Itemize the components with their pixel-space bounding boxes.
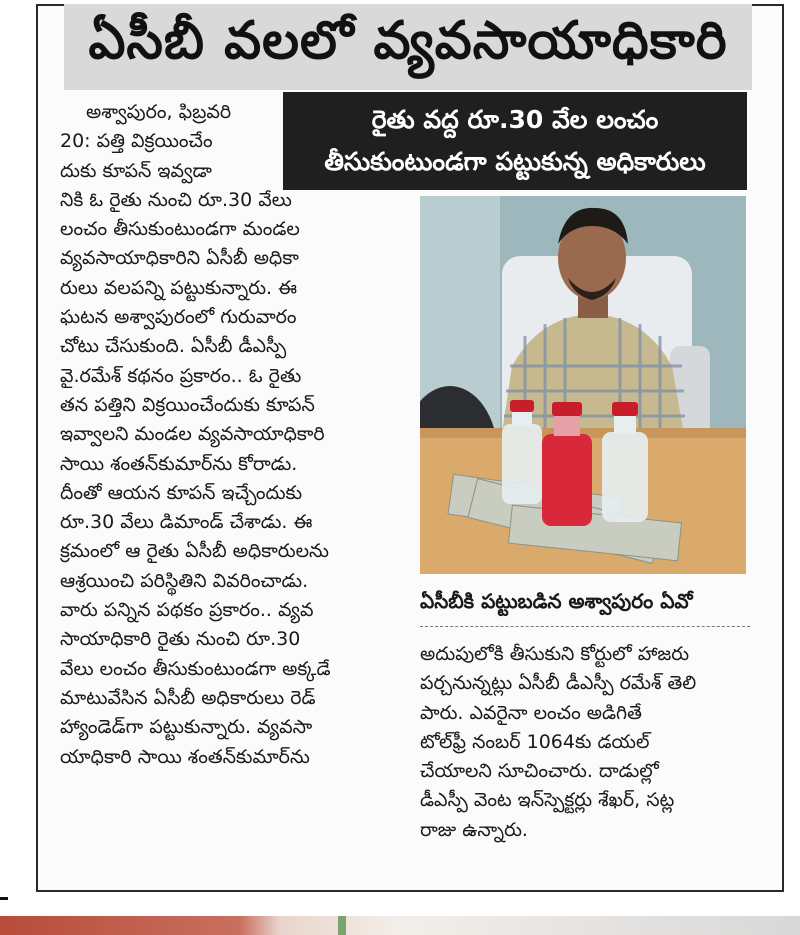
body-line: లంచం తీసుకుంటుండగా మండల <box>60 218 300 241</box>
body-line: సాయాధికారి రైతు నుంచి రూ.30 <box>60 628 301 651</box>
article-body-left <box>60 98 400 880</box>
caption-divider <box>420 626 750 627</box>
body-line: డీఎస్పీ వెంట ఇన్‌స్పెక్టర్లు శేఖర్, సట్ల <box>420 789 675 812</box>
body-line: రూ.30 వేలు డిమాండ్ చేశాడు. ఈ <box>60 511 313 534</box>
news-photo-illustration <box>420 196 746 574</box>
body-line: ఘటన అశ్వాపురంలో గురువారం <box>60 306 297 329</box>
body-line: నికి ఓ రైతు నుంచి రూ.30 వేలు <box>60 188 292 211</box>
body-line: రులు వలపన్ని పట్టుకున్నారు. ఈ <box>60 276 298 299</box>
body-line: టోల్‌ఫ్రీ నంబర్ 1064కు డయల్ <box>420 730 650 753</box>
body-line: వారు పన్నిన పథకం ప్రకారం.. వ్యవ <box>60 599 314 622</box>
page-bottom-strip <box>0 916 800 935</box>
body-line: దీంతో ఆయన కూపన్ ఇచ్చేందుకు <box>60 481 303 504</box>
body-line: పర్చనున్నట్లు ఏసీబీ డీఎస్పీ రమేశ్ తెలి <box>420 672 697 695</box>
subheadline-line-2: తీసుకుంటుండగా పట్టుకున్న అధికారులు <box>324 147 706 176</box>
body-line: దుకు కూపన్ ఇవ్వడా <box>60 159 212 182</box>
body-line: క్రమంలో ఆ రైతు ఏసీబీ అధికారులను <box>60 540 329 563</box>
body-line: అశ్వాపురం, ఫిబ్రవరి <box>86 101 232 123</box>
body-line: ఆశ్రయించి పరిస్థితిని వివరించాడు. <box>60 569 309 592</box>
body-line: సాయి శంతన్‌కుమార్‌ను కోరాడు. <box>60 452 298 475</box>
body-line: 20: పత్తి విక్రయించేం <box>60 130 213 153</box>
body-line: చేయాలని సూచించారు. దాడుల్లో <box>420 760 659 783</box>
body-line: రాజు ఉన్నారు. <box>420 818 528 841</box>
body-line: చోటు చేసుకుంది. ఏసీబీ డీఎస్పీ <box>60 335 287 358</box>
subheadline-line-1: రైతు వద్ద రూ.30 వేల లంచం <box>371 105 659 134</box>
body-line: వై.రమేశ్ కథనం ప్రకారం.. ఓ రైతు <box>60 364 302 387</box>
body-line: మాటువేసిన ఏసీబీ అధికారులు రెడ్ <box>60 686 316 709</box>
body-line: పారు. ఎవరైనా లంచం అడిగితే <box>420 701 642 724</box>
body-line: అదుపులోకి తీసుకుని కోర్టులో హాజరు <box>420 643 690 665</box>
body-line: యాధికారి సాయి శంతన్‌కుమార్‌ను <box>60 745 310 768</box>
body-line: హ్యాండెడ్‌గా పట్టుకున్నారు. వ్యవసా <box>60 716 313 739</box>
strip-marker <box>338 916 346 935</box>
body-line: ఇవ్వాలని మండల వ్యవసాయాధికారి <box>60 423 325 446</box>
photo-caption: ఏసీబీకి పట్టుబడిన అశ్వాపురం ఏవో <box>420 589 693 613</box>
body-line: తన పత్తిని విక్రయించేందుకు కూపన్ <box>60 393 315 416</box>
body-line: వ్యవసాయాధికారిని ఏసీబీ అధికా <box>60 247 299 270</box>
news-photo <box>420 196 746 574</box>
headline: ఏసీబీ వలలో వ్యవసాయాధికారి <box>64 4 752 90</box>
article-body-right <box>420 640 760 890</box>
body-line: వేలు లంచం తీసుకుంటుండగా అక్కడే <box>60 657 331 680</box>
crop-mark <box>0 897 8 900</box>
